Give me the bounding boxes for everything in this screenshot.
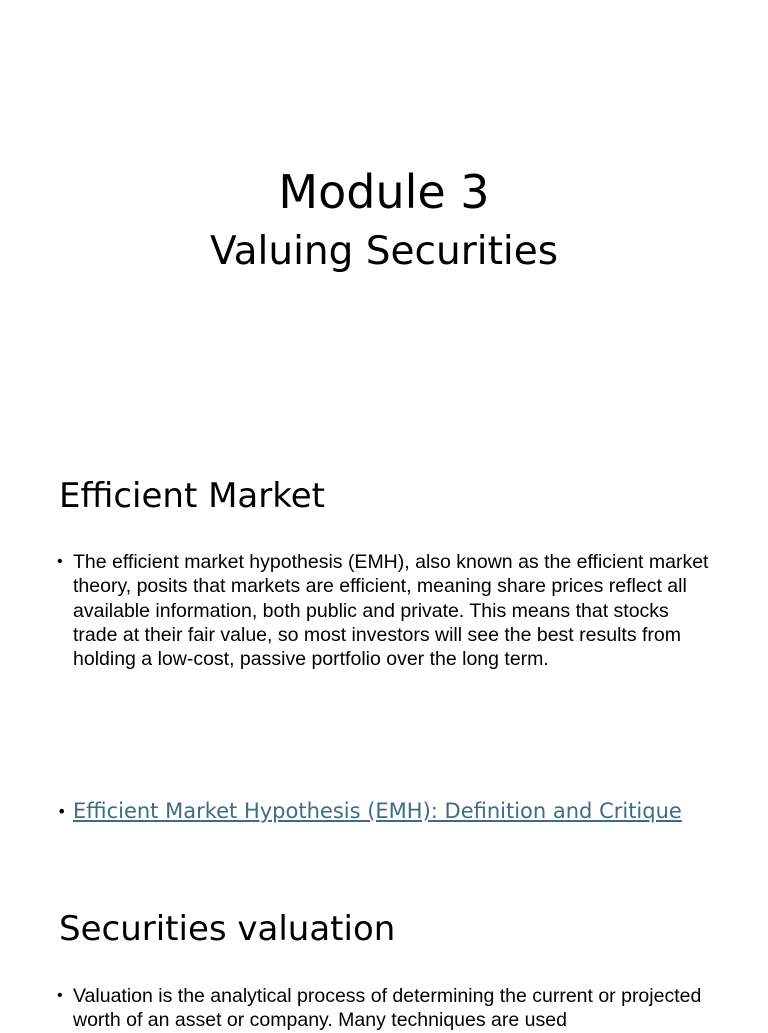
valuation-definition-bullet	[57, 984, 709, 1033]
bullet-marker: •	[57, 553, 63, 570]
efficient-market-heading: Efficient Market	[59, 476, 325, 516]
module-subtitle: Valuing Securities	[209, 229, 559, 274]
emh-link-bullet[interactable]	[57, 801, 712, 822]
module-title: Module 3	[278, 165, 490, 219]
valuation-definition-text: Valuation is the analytical process of determining the current or projected worth of an asset or company. Many techniques are used	[73, 985, 702, 1032]
bullet-marker: •	[57, 802, 67, 821]
emh-definition-bullet	[57, 550, 709, 671]
emh-article-link[interactable]: Efficient Market Hypothesis (EMH): Definition and Critique	[73, 799, 682, 823]
emh-definition-text: The efficient market hypothesis (EMH), also known as the efficient market theory, posits that markets are efficient, meaning share prices reflect all available information, both public and private. This means that stocks trade at their fair value, so most investors will see the best results from holding a low-cost, passive portfolio over the long term.	[73, 551, 709, 671]
bullet-marker: •	[57, 987, 63, 1004]
securities-valuation-heading: Securities valuation	[59, 909, 396, 949]
title-slide	[0, 0, 768, 430]
